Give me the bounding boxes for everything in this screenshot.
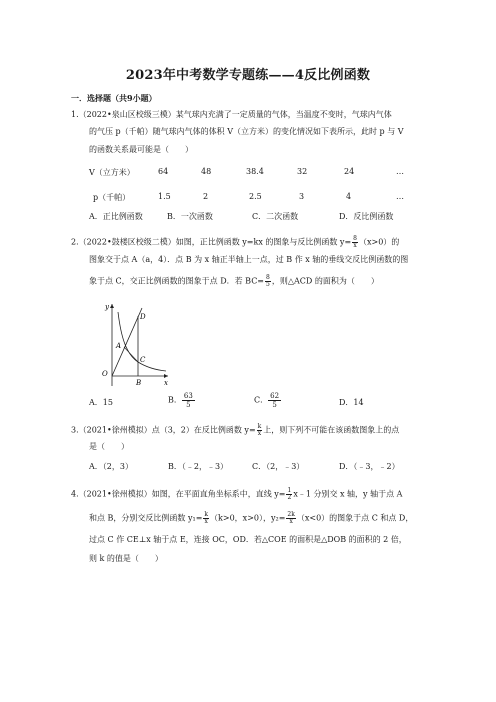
q1-option-a: A．正比例函数 — [89, 212, 143, 221]
q4-fraction-2k-over-x — [286, 512, 295, 525]
q4-line1 — [71, 488, 402, 501]
q2-option-a: A．15 — [89, 398, 113, 407]
graph-label-d: D — [140, 313, 146, 321]
q1-table-header-v: V（立方米） — [89, 168, 135, 177]
q4-line4: 则 k 的值是（ ） — [89, 554, 163, 563]
q4-fraction-k-over-x — [203, 512, 209, 525]
q1-table-cell: 4 — [346, 192, 352, 201]
q1-line1: 1.（2022•泉山区校级三模）某气球内充满了一定质量的气体，当温度不变时，气球内气体 — [71, 110, 392, 119]
q4-line2-mid: （k>0，x>0），y₂= — [210, 513, 286, 523]
q1-table-cell: … — [396, 167, 404, 176]
frac-denominator: 5 — [266, 281, 270, 288]
frac-numerator: 8 — [353, 235, 357, 242]
frac-denominator: x — [204, 518, 208, 525]
q1-table-cell: 3 — [299, 192, 305, 201]
graph-label-x: x — [164, 379, 168, 386]
frac-numerator: 8 — [266, 274, 270, 281]
frac-numerator: 63 — [183, 392, 193, 400]
q1-table-header-p: p（千帕） — [93, 193, 131, 202]
q1-table-cell: … — [396, 192, 404, 201]
frac-denominator: 5 — [186, 401, 191, 409]
q2-option-c-fraction — [268, 392, 281, 409]
q1-table-cell: 38.4 — [246, 167, 264, 176]
graph-label-c: C — [140, 356, 146, 364]
y-axis-arrow-icon — [110, 304, 114, 308]
q4-line1-text: 4.（2021•徐州模拟）如图，在平面直角坐标系中，直线 y= — [71, 489, 286, 499]
q1-option-c: C．二次函数 — [252, 212, 299, 221]
page-title: 2023年中考数学专题练——4反比例函数 — [125, 68, 371, 83]
q2-option-b — [168, 392, 195, 409]
q1-line2: 的气压 p（千帕）随气球内气体的体积 V（立方米）的变化情况如下表所示，此时 p 与 V — [89, 127, 404, 136]
graph-label-o: O — [102, 370, 108, 378]
q2-line1-text: 2.（2022•鼓楼区校级二模）如图，正比例函数 y=kx 的图象与反比例函数 y= — [71, 237, 352, 247]
q3-line1-text: 3.（2021•徐州模拟）点（3，2）在反比例函数 y= — [71, 425, 256, 435]
q4-line3: 过点 C 作 CE⊥x 轴于点 E，连接 OC，OD．若△COE 的面积是△DOB 的面积的 2 倍， — [89, 535, 407, 544]
q4-fraction-1-over-2 — [286, 488, 292, 501]
graph-label-a: A — [116, 342, 122, 350]
frac-numerator: 2k — [287, 511, 295, 518]
q1-table-cell: 2.5 — [249, 192, 262, 201]
q2-fraction-8-over-x — [352, 236, 358, 249]
frac-numerator: 1 — [287, 487, 292, 494]
q2-fraction-8-over-5 — [265, 275, 271, 288]
q4-line2-text: 和点 B，分别交反比例函数 y₁= — [89, 513, 203, 523]
option-prefix: C． — [254, 395, 269, 405]
q4-line2-tail: （x<0）的图象于点 C 和点 D， — [296, 513, 414, 523]
frac-denominator: x — [353, 242, 357, 249]
q4-line1-tail: x﹣1 分别交 x 轴，y 轴于点 A — [293, 489, 403, 499]
graph-label-y: y — [105, 303, 109, 311]
frac-denominator: 5 — [272, 401, 277, 409]
q2-line1 — [71, 236, 399, 249]
segment-ac — [124, 347, 138, 362]
q3-option-a: A．（2，3） — [89, 462, 133, 471]
x-axis-arrow-icon — [164, 374, 168, 378]
q1-table-cell: 64 — [158, 167, 169, 176]
option-prefix: B． — [168, 395, 182, 405]
q4-line2 — [89, 512, 413, 525]
q3-line2: 是（ ） — [89, 442, 129, 451]
q2-line1-tail: （x>0）的 — [358, 237, 400, 247]
q1-line3: 的函数关系最可能是（ ） — [89, 145, 193, 154]
q3-line1 — [71, 424, 399, 437]
section-heading: 一．选择题（共9小题） — [71, 93, 157, 103]
q1-option-b: B．一次函数 — [167, 212, 213, 221]
q1-table-cell: 48 — [201, 167, 212, 176]
q2-graph-figure — [94, 302, 170, 386]
q3-option-b: B．（﹣2，﹣3） — [168, 462, 229, 471]
q1-table-cell: 2 — [203, 192, 209, 201]
q1-option-d: D．反比例函数 — [339, 212, 394, 221]
q1-table-cell: 1.5 — [158, 192, 171, 201]
q3-line1-tail: 上，则下列不可能在该函数图象上的点 — [263, 425, 400, 435]
q2-line3 — [89, 275, 379, 288]
q2-line3-tail: ，则△ACD 的面积为（ ） — [271, 276, 379, 286]
frac-numerator: k — [257, 423, 262, 430]
q2-option-b-fraction — [182, 392, 195, 409]
q3-option-c: C．（2，﹣3） — [252, 462, 305, 471]
q2-line3-text: 象于点 C，交正比例函数的图象于点 D．若 BC= — [89, 276, 265, 286]
graph-label-b: B — [136, 379, 142, 386]
q2-option-c — [254, 392, 281, 409]
frac-numerator: k — [204, 511, 209, 518]
q1-table-cell: 24 — [344, 167, 355, 176]
q3-fraction-k-over-x — [257, 424, 263, 437]
q3-option-d: D．（﹣3，﹣2） — [339, 462, 400, 471]
frac-numerator: 62 — [270, 392, 280, 400]
q2-line2: 图象交于点 A（a，4）．点 B 为 x 轴正半轴上一点，过 B 作 x 轴的垂线交反比例函数的图 — [89, 255, 409, 264]
frac-denominator: 2 — [287, 494, 292, 501]
q1-table-cell: 32 — [297, 167, 308, 176]
frac-denominator: x — [257, 430, 262, 437]
q2-option-d: D．14 — [339, 398, 364, 407]
frac-denominator: x — [289, 518, 293, 525]
